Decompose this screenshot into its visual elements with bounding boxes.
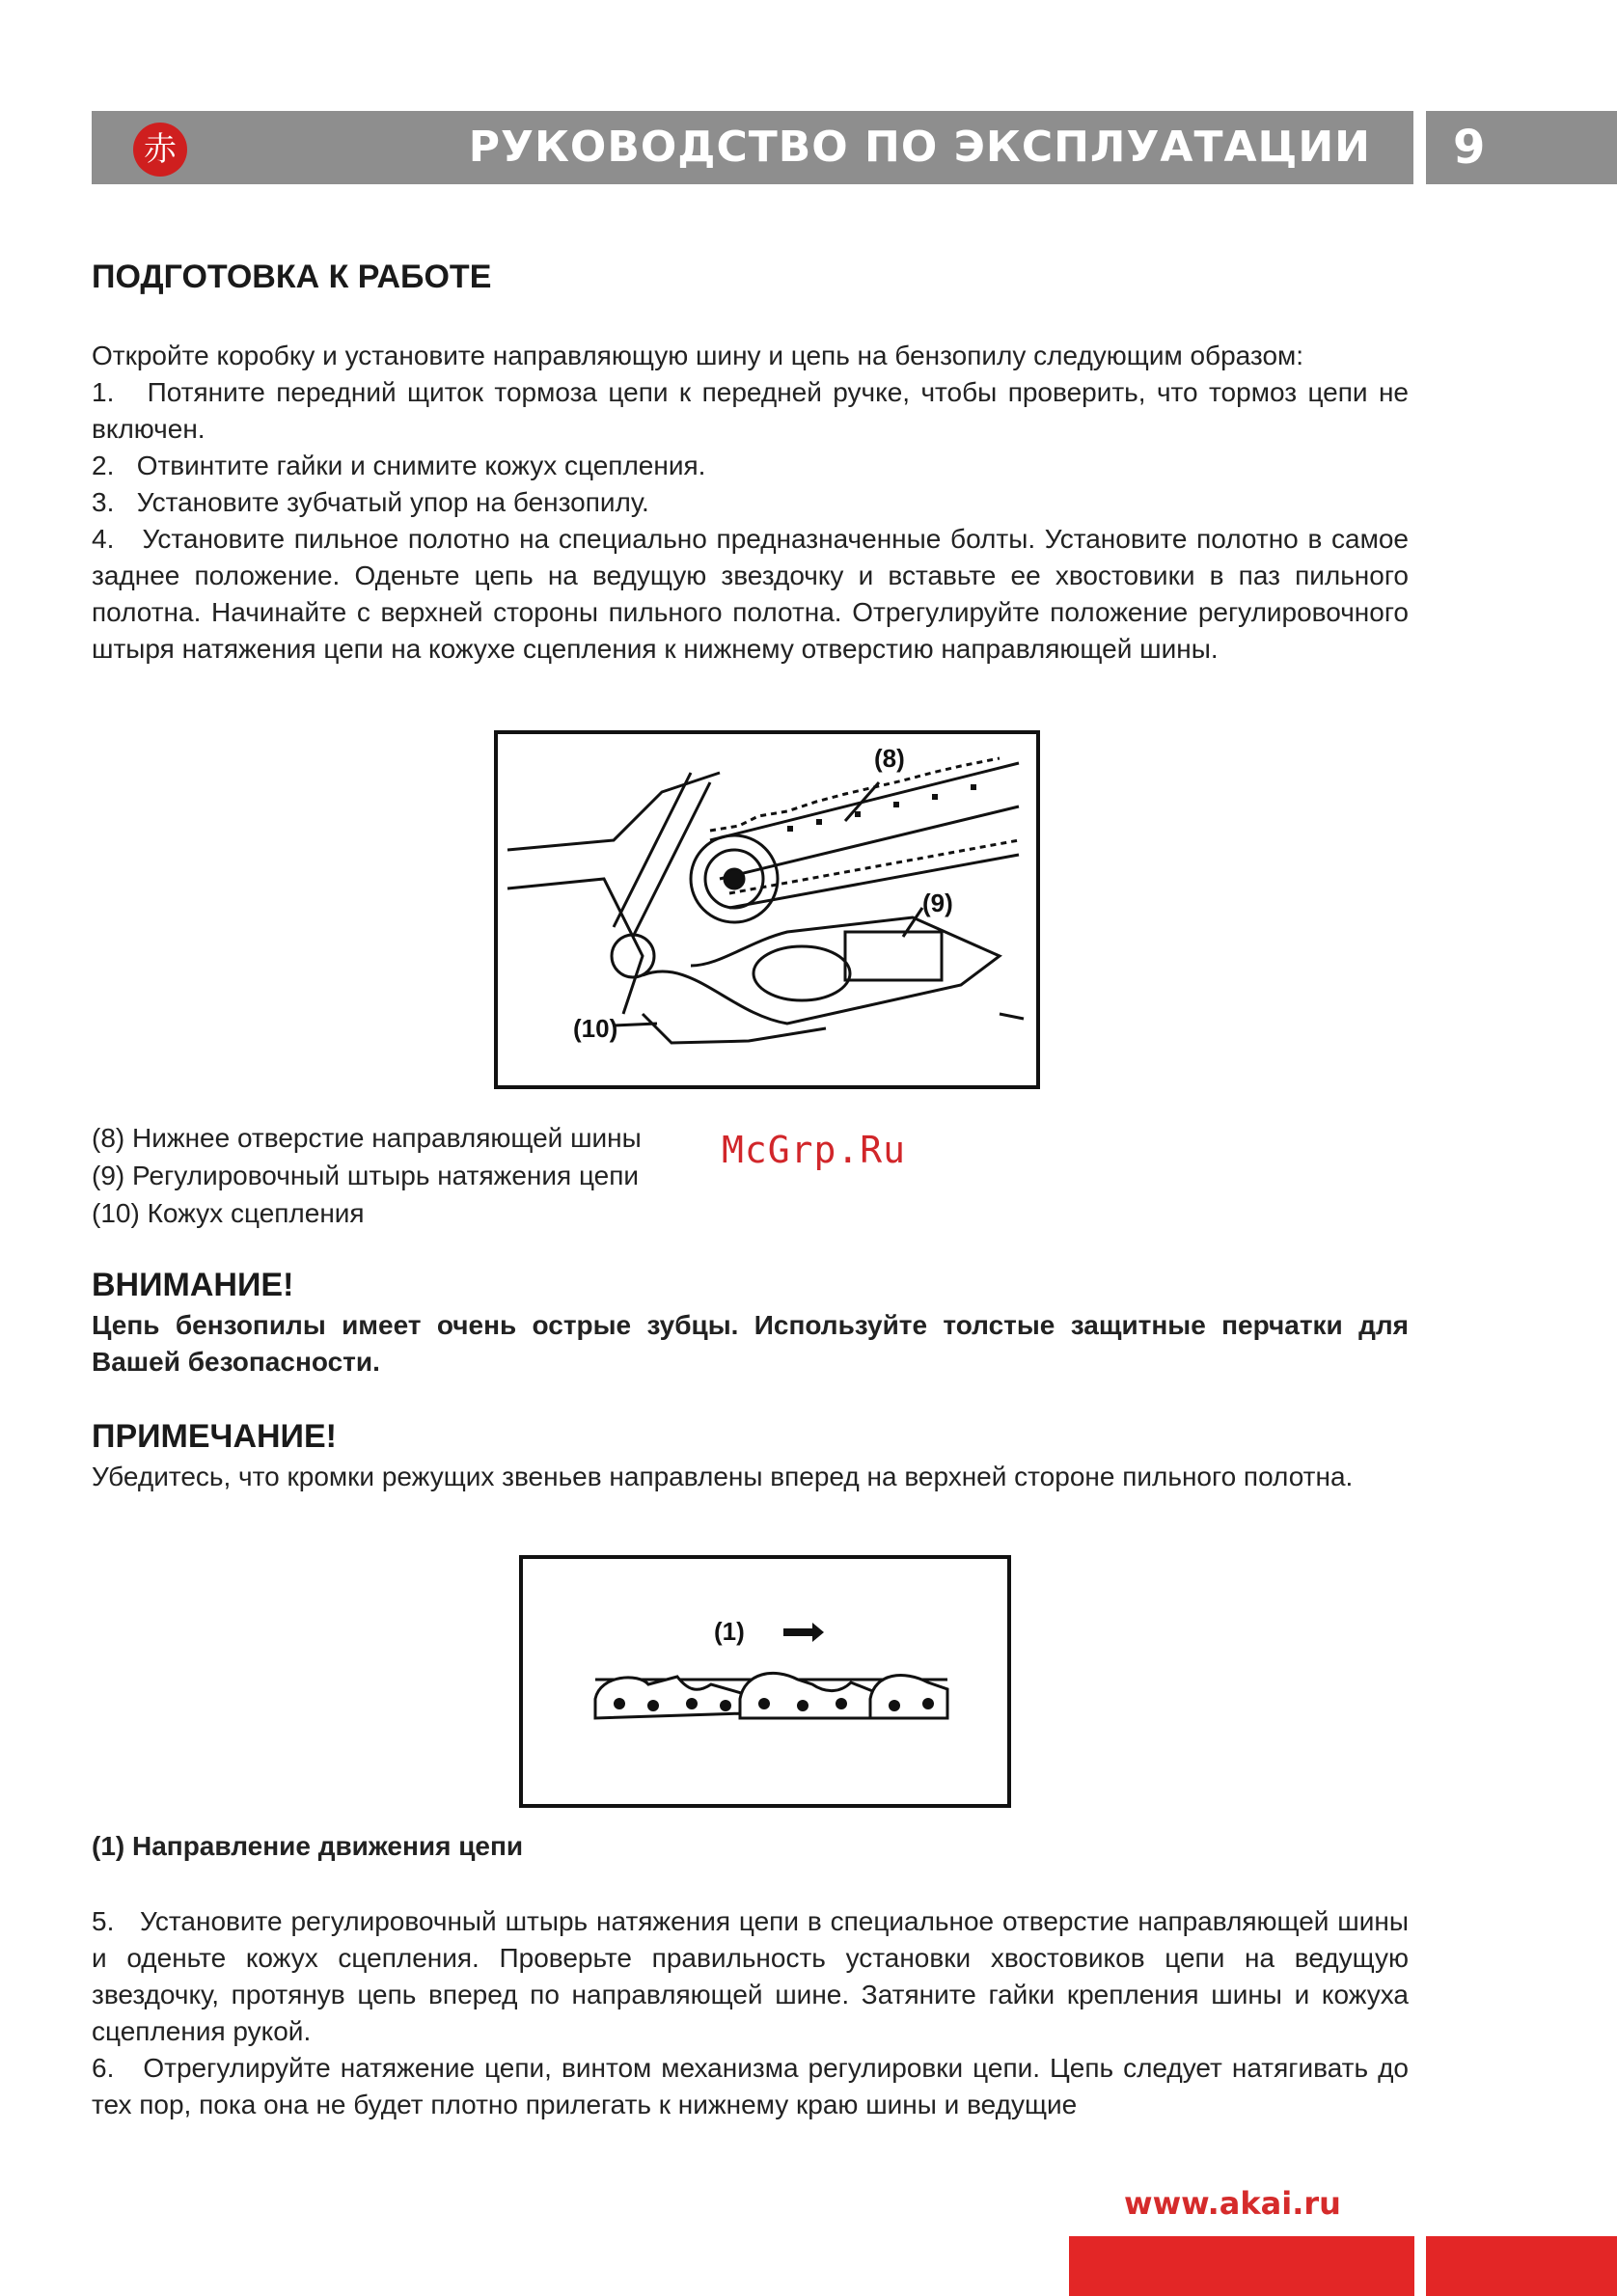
page-header-title: РУКОВОДСТВО ПО ЭКСПЛУАТАЦИИ [468, 123, 1371, 172]
figure-label-8: (8) [874, 744, 905, 773]
brand-logo-icon: 赤 [133, 123, 187, 177]
preparation-steps [92, 338, 1409, 668]
footer-website-link[interactable]: www.akai.ru [1124, 2185, 1341, 2222]
page-number: 9 [1426, 111, 1617, 184]
figure2-caption: (1) Направление движения цепи [92, 1831, 524, 1861]
intro-line: Откройте коробку и установите направляющую шину и цепь на бензопилу следующим образом: [92, 341, 1304, 370]
watermark-text: McGrp.Ru [722, 1129, 907, 1171]
figure-label-9: (9) [922, 888, 953, 917]
step-5: 5. Установите регулировочный штырь натяжения цепи в специальное отверстие направляющей шины и оденьте кожух сцепления. Проверьте правильность установки хвостовиков цепи на ведущую звездочку, протянув цепь вперед по направляющей шине. Затяните гайки крепления шины и кожуха сцепления рукой. [92, 1906, 1409, 2046]
warning-title: ВНИМАНИЕ! [92, 1267, 294, 1303]
section-title-preparation: ПОДГОТОВКА К РАБОТЕ [92, 259, 492, 295]
step-6: 6. Отрегулируйте натяжение цепи, винтом механизма регулировки цепи. Цепь следует натягивать до тех пор, пока она не будет плотно прилегать к нижнему краю шины и ведущие [92, 2053, 1409, 2119]
step-2: 2. Отвинтите гайки и снимите кожух сцепления. [92, 451, 706, 480]
legend-item-10: (10) Кожух сцепления [92, 1198, 365, 1228]
note-text: Убедитесь, что кромки режущих звеньев направлены вперед на верхней стороне пильного полотна. [92, 1462, 1354, 1491]
note-title: ПРИМЕЧАНИЕ! [92, 1418, 337, 1455]
legend-item-8: (8) Нижнее отверстие направляющей шины [92, 1123, 642, 1153]
step-1: 1. Потяните передний щиток тормоза цепи к передней ручке, чтобы проверить, что тормоз цепи не включен. [92, 377, 1409, 444]
chainsaw-assembly-figure [494, 730, 1040, 1089]
step-3: 3. Установите зубчатый упор на бензопилу. [92, 487, 649, 517]
installation-steps [92, 1903, 1409, 2123]
figure1-legend [92, 1119, 767, 1232]
figure-label-10: (10) [573, 1014, 618, 1043]
figure-label-1: (1) [714, 1617, 745, 1646]
chain-links-drawing [523, 1559, 1007, 1804]
step-4: 4. Установите пильное полотно на специально предназначенные болты. Установите полотно в самое заднее положение. Оденьте цепь на ведущую звездочку и вставьте ее хвостовики в паз пильного полотна. Начинайте с верхней стороны пильного полотна. Отрегулируйте положение регулировочного штыря натяжения цепи на кожухе сцепления к нижнему отверстию направляющей шины. [92, 524, 1409, 664]
footer-bar-right [1426, 2236, 1617, 2296]
chain-direction-figure [519, 1555, 1011, 1808]
legend-item-9: (9) Регулировочный штырь натяжения цепи [92, 1161, 640, 1190]
footer-bar [1069, 2236, 1414, 2296]
warning-text: Цепь бензопилы имеет очень острые зубцы. Используйте толстые защитные перчатки для Вашей безопасности. [92, 1310, 1409, 1377]
